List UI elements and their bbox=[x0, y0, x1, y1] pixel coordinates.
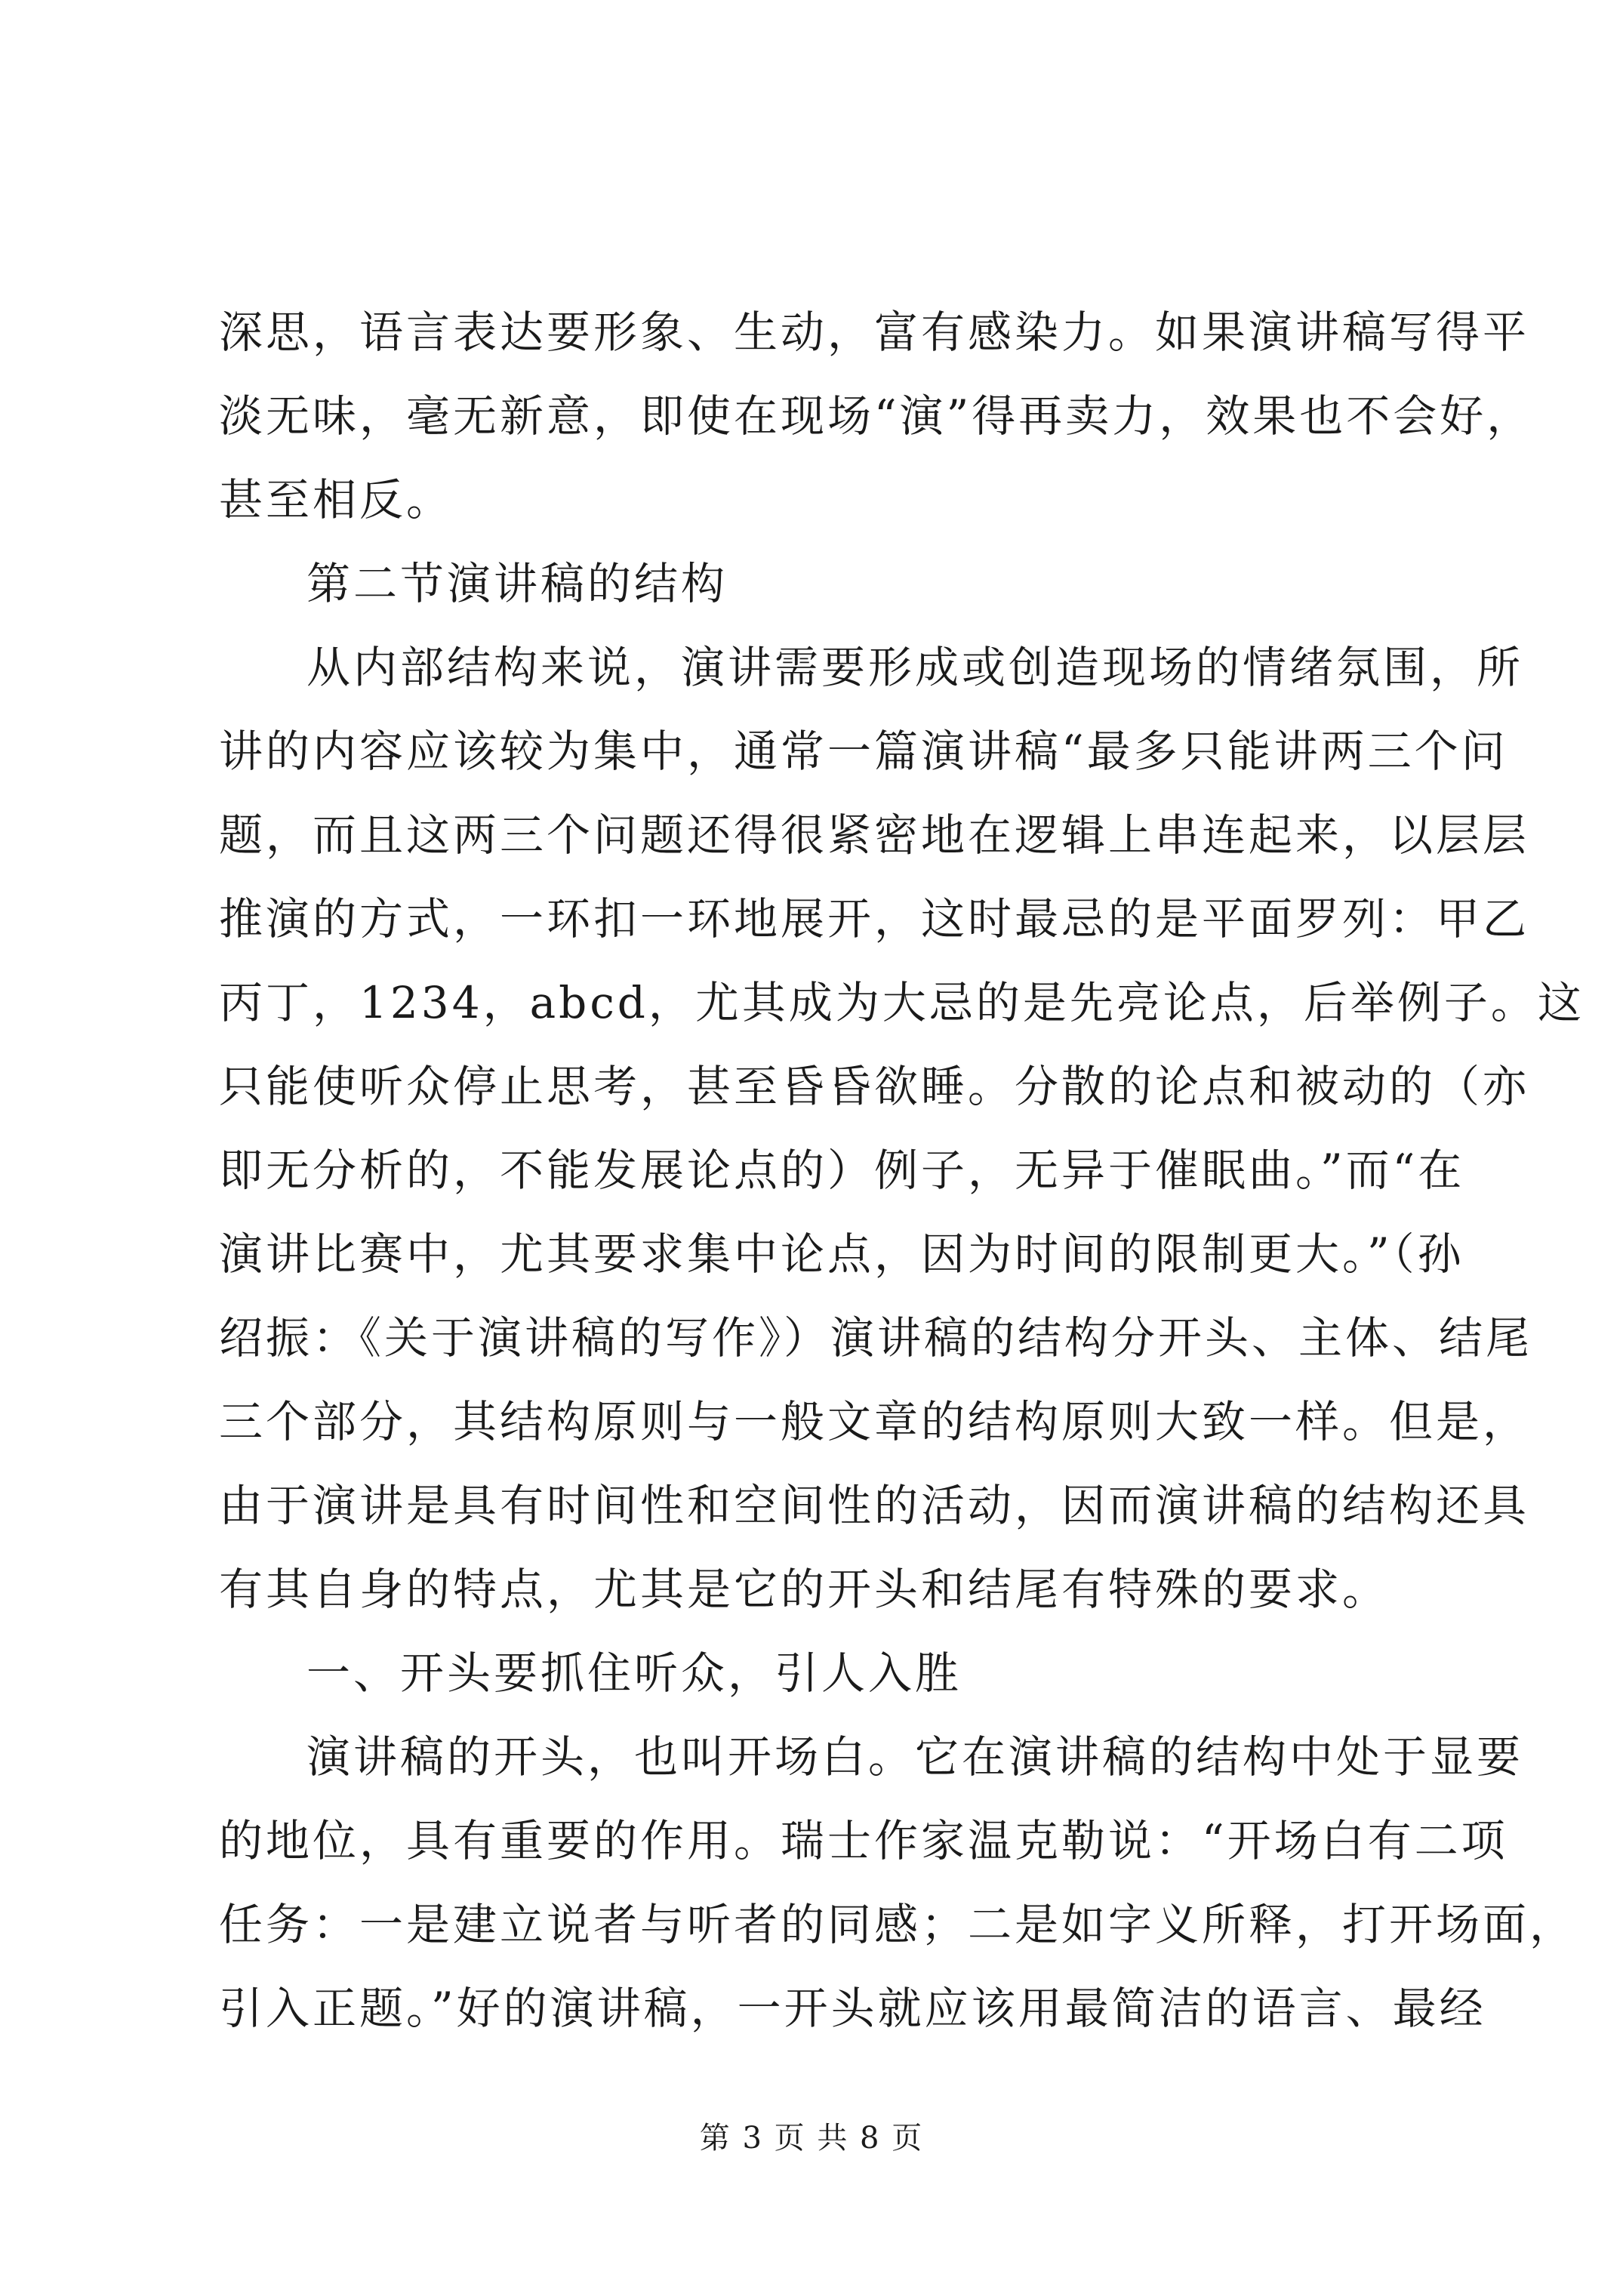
text-line: 绍振：《关于演讲稿的写作》）演讲稿的结构分开头、主体、结尾 bbox=[219, 1312, 1533, 1364]
text-line: 推演的方式，一环扣一环地展开，这时最忌的是平面罗列：甲乙 bbox=[219, 893, 1530, 945]
text-line: 任务：一是建立说者与听者的同感；二是如字义所释，打开场面， bbox=[219, 1899, 1577, 1950]
text-line: 有其自身的特点，尤其是它的开头和结尾有特殊的要求。 bbox=[219, 1564, 1390, 1615]
text-line: 第二节演讲稿的结构 bbox=[306, 558, 728, 609]
text-line: 从内部结构来说，演讲需要形成或创造现场的情绪氛围，所 bbox=[306, 642, 1524, 693]
text-line: 讲的内容应该较为集中，通常一篇演讲稿“最多只能讲两三个问 bbox=[219, 726, 1508, 777]
text-line: 甚至相反。 bbox=[219, 474, 454, 525]
text-line: 引入正题。”好的演讲稿，一开头就应该用最简洁的语言、最经 bbox=[219, 1983, 1486, 2034]
page-footer: 第 3 页 共 8 页 bbox=[699, 2121, 924, 2156]
text-line: 演讲稿的开头，也叫开场白。它在演讲稿的结构中处于显要 bbox=[306, 1731, 1524, 1783]
text-line: 丙丁，1234，abcd，尤其成为大忌的是先亮论点，后举例子。这 bbox=[219, 977, 1585, 1028]
text-line: 只能使听众停止思考，甚至昏昏欲睡。分散的论点和被动的（亦 bbox=[219, 1061, 1530, 1112]
text-line: 题，而且这两三个问题还得很紧密地在逻辑上串连起来，以层层 bbox=[219, 809, 1530, 861]
text-line: 淡无味，毫无新意，即使在现场“演”得再卖力，效果也不会好， bbox=[219, 390, 1534, 442]
text-line: 三个部分，其结构原则与一般文章的结构原则大致一样。但是， bbox=[219, 1396, 1530, 1447]
text-line: 由于演讲是具有时间性和空间性的活动，因而演讲稿的结构还具 bbox=[219, 1480, 1530, 1531]
text-line: 演讲比赛中，尤其要求集中论点，因为时间的限制更大。”（孙 bbox=[219, 1228, 1464, 1280]
text-line: 一、开头要抓住听众，引人入胜 bbox=[306, 1647, 962, 1699]
text-line: 深思，语言表达要形象、生动，富有感染力。如果演讲稿写得平 bbox=[219, 307, 1530, 358]
text-line: 即无分析的，不能发展论点的）例子，无异于催眠曲。”而“在 bbox=[219, 1145, 1465, 1196]
body-text bbox=[219, 291, 1585, 2051]
text-line: 的地位，具有重要的作用。瑞士作家温克勒说：“开场白有二项 bbox=[219, 1815, 1508, 1866]
